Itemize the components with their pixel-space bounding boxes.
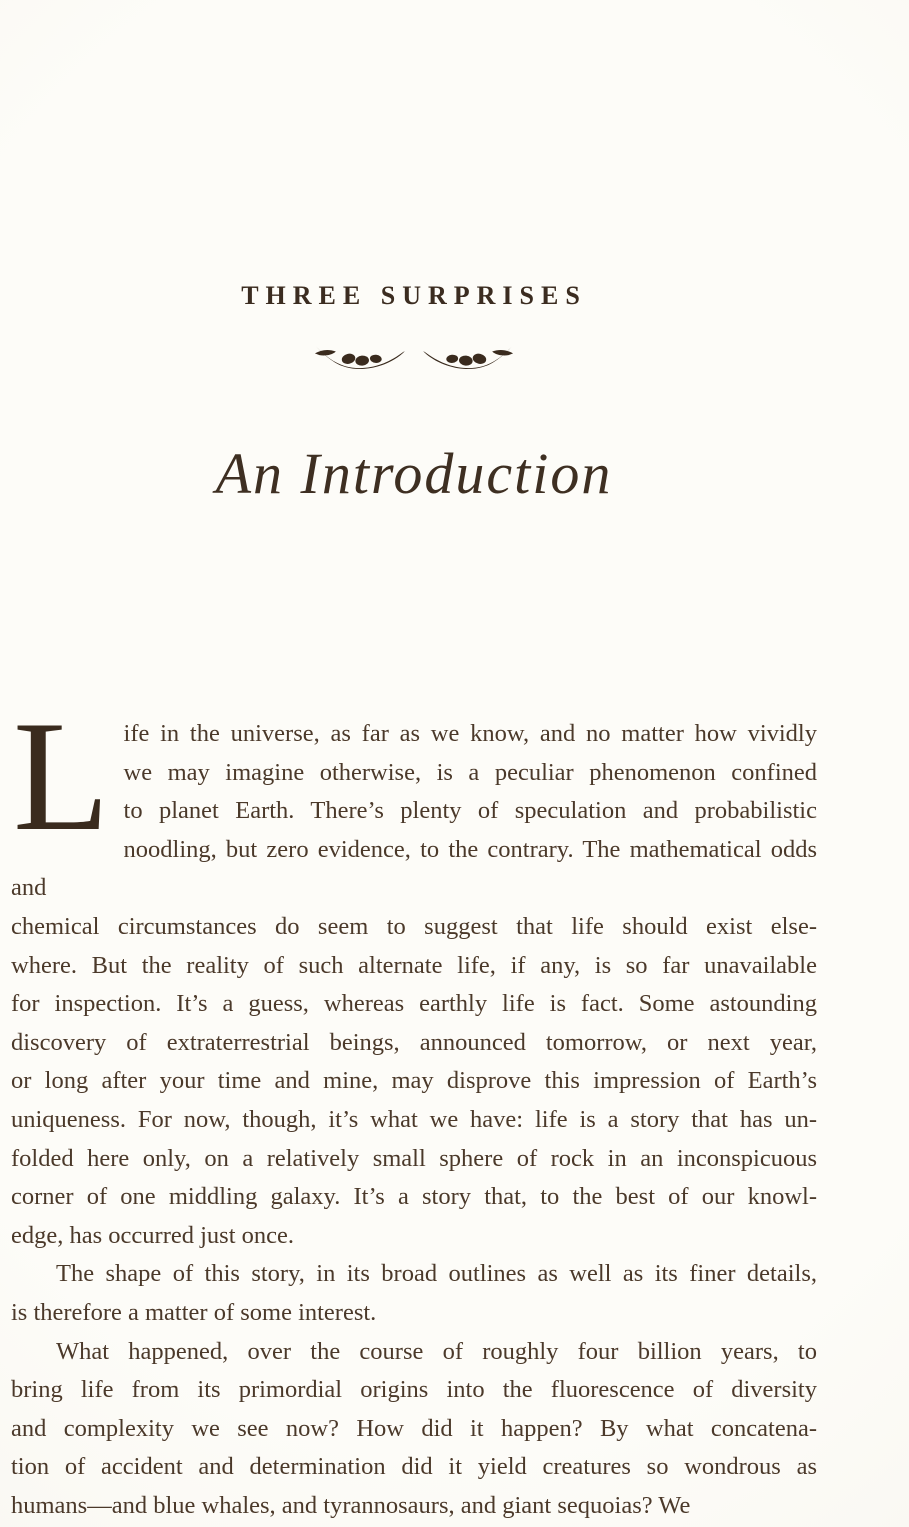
text-line: humans—and blue whales, and tyrannosaurs, and giant sequoias? We [11, 1491, 691, 1519]
text-line: What happened, over the course of roughly four billion years, to [56, 1337, 817, 1365]
text-line: ife in the universe, as far as we know, and no matter how vividly [123, 720, 817, 747]
page-content [11, 0, 817, 1525]
section-title: THREE SURPRISES [241, 281, 587, 310]
text-line: is therefore a matter of some interest. [11, 1298, 377, 1326]
text-line: where. But the reality of such alternate life, if any, is so far unavailable [11, 951, 817, 979]
paragraph [11, 689, 817, 1255]
text-line: or long after your time and mine, may disprove this impression of Earth’s [11, 1067, 817, 1095]
chapter-title: An Introduction [215, 441, 613, 506]
drop-cap: L [13, 689, 110, 864]
body-text [11, 689, 817, 1525]
paragraph [11, 1255, 817, 1332]
text-line: folded here only, on a relatively small sphere of rock in an inconspicuous [11, 1144, 817, 1172]
text-line: and complexity we see now? How did it happen? By what concatena- [11, 1414, 817, 1442]
paragraph [11, 1333, 817, 1526]
text-line: noodling, but zero evidence, to the contrary. The mathematical odds and [11, 835, 817, 902]
text-line: for inspection. It’s a guess, whereas earthly life is fact. Some astounding [11, 990, 817, 1018]
text-line: discovery of extraterrestrial beings, announced tomorrow, or next year, [11, 1028, 817, 1056]
text-line: tion of accident and determination did it yield creatures so wondrous as [11, 1453, 817, 1481]
text-line: to planet Earth. There’s plenty of speculation and probabilistic [123, 797, 817, 825]
text-line: we may imagine otherwise, is a peculiar phenomenon confined [123, 758, 817, 786]
leaf-ornament-icon [11, 338, 817, 378]
text-line: uniqueness. For now, though, it’s what we have: life is a story that has un- [11, 1105, 817, 1133]
text-line: edge, has occurred just once. [11, 1221, 294, 1249]
text-line: corner of one middling galaxy. It’s a story that, to the best of our knowl- [11, 1183, 817, 1211]
text-line: bring life from its primordial origins into the fluorescence of diversity [11, 1376, 817, 1404]
text-line: chemical circumstances do seem to suggest that life should exist else- [11, 912, 817, 940]
text-line: The shape of this story, in its broad outlines as well as its finer details, [56, 1260, 817, 1288]
